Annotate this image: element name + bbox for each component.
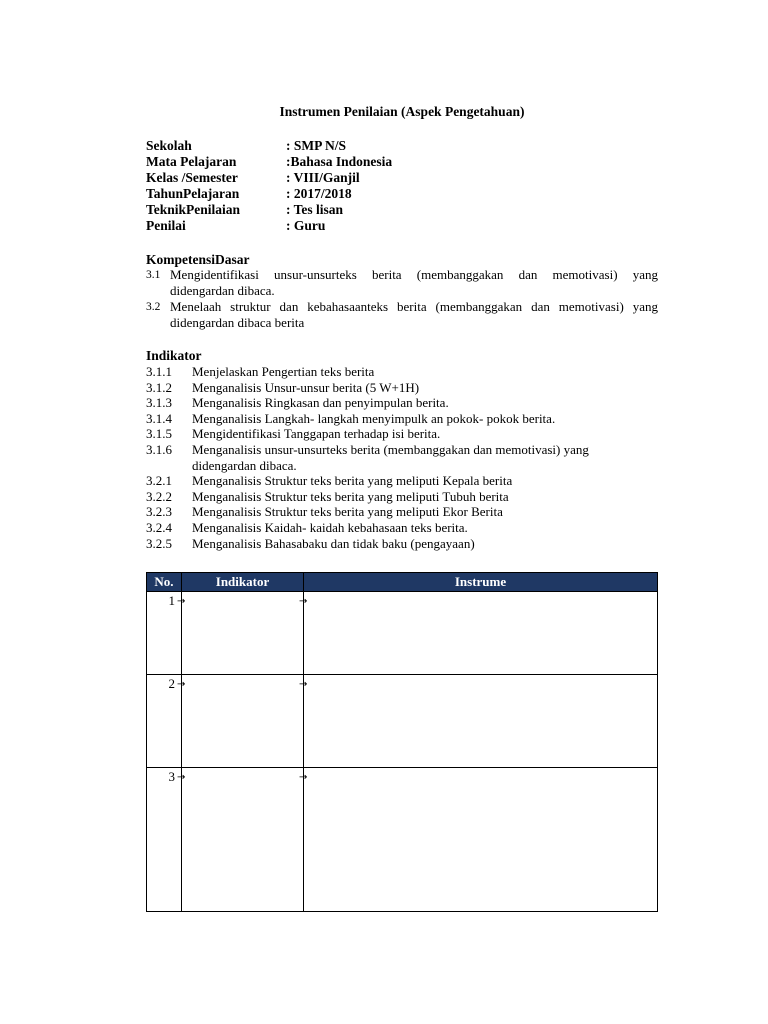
meta-label: Mata Pelajaran — [146, 154, 237, 169]
meta-row-year — [146, 186, 392, 202]
indikator-text: Menganalisis Struktur teks berita yang meliputi Kepala berita — [192, 473, 513, 489]
right-arrow-icon: → — [177, 772, 186, 783]
indikator-text-line: Menganalisis unsur-unsurteks berita (membanggakan dan memotivasi) yang — [192, 441, 589, 457]
indikator-number: 3.1.6 — [146, 441, 172, 457]
meta-value: : VIII/Ganjil — [286, 170, 360, 185]
row-number: 2 — [147, 675, 182, 768]
meta-row-class — [146, 170, 392, 186]
indikator-text: Menganalisis Struktur teks berita yang meliputi Ekor Berita — [192, 504, 503, 520]
indikator-number: 3.2.3 — [146, 504, 172, 520]
meta-label: Sekolah — [146, 138, 192, 153]
list-item — [146, 442, 658, 473]
indikator-number: 3.2.4 — [146, 519, 172, 535]
table-row — [147, 768, 658, 912]
list-item — [146, 395, 658, 411]
page-title: Instrumen Penilaian (Aspek Pengetahuan) — [279, 104, 525, 119]
meta-value: :Bahasa Indonesia — [286, 154, 393, 169]
instrument-table — [146, 572, 658, 912]
indikator-cell[interactable] — [177, 592, 304, 675]
indikator-text: Menjelaskan Pengertian teks berita — [192, 364, 375, 379]
list-item — [146, 411, 658, 427]
meta-row-assessor — [146, 218, 392, 234]
meta-value: : Guru — [286, 218, 326, 233]
indikator-text: Menganalisis Langkah- langkah menyimpulk an pokok- pokok berita. — [192, 410, 556, 426]
list-item — [146, 267, 658, 299]
instrumen-cell[interactable] — [299, 592, 658, 675]
indikator-text: Menganalisis Kaidah- kaidah kebahasaan teks berita. — [192, 519, 468, 535]
meta-label: TahunPelajaran — [146, 186, 240, 201]
indikator-number: 3.2.1 — [146, 473, 172, 489]
identity-block — [146, 138, 392, 234]
list-item — [146, 489, 658, 505]
indikator-number: 3.1.1 — [146, 364, 172, 379]
indikator-text: Menganalisis Struktur teks berita yang meliputi Tubuh berita — [192, 488, 509, 504]
indikator-number: 3.1.2 — [146, 379, 172, 395]
kd-text: Mengidentifikasi unsur-unsurteks berita (membanggakan dan memotivasi) yang — [170, 267, 658, 282]
kompetensi-list — [146, 267, 658, 331]
meta-value: : Tes lisan — [286, 202, 344, 217]
list-item — [146, 380, 658, 396]
table-row — [147, 675, 658, 768]
indikator-number: 3.1.4 — [146, 410, 172, 426]
kd-number: 3.1 — [146, 269, 161, 281]
indikator-text: Menganalisis Bahasabaku dan tidak baku (pengayaan) — [192, 535, 475, 551]
indikator-text: Menganalisis Unsur-unsur berita (5 W+1H) — [192, 379, 420, 395]
right-arrow-icon: → — [299, 596, 308, 607]
kd-text-continued: didengardan dibaca. — [170, 283, 275, 298]
meta-value: : SMP N/S — [286, 138, 347, 153]
list-item — [146, 299, 658, 331]
meta-row-technique — [146, 202, 392, 218]
list-item — [146, 426, 658, 442]
meta-value: : 2017/2018 — [286, 186, 352, 201]
indikator-number: 3.2.2 — [146, 488, 172, 504]
column-header-indikator: Indikator — [182, 573, 304, 592]
meta-row-school — [146, 138, 392, 154]
indikator-number: 3.2.5 — [146, 535, 172, 551]
right-arrow-icon: → — [177, 596, 186, 607]
indikator-text-continued: didengardan dibaca. — [192, 457, 297, 473]
kompetensi-heading: KompetensiDasar — [146, 252, 250, 267]
column-header-instrumen: Instrume — [304, 573, 658, 592]
kd-text-continued: didengardan dibaca berita — [170, 315, 305, 330]
row-number: 1 — [147, 592, 182, 675]
meta-row-subject — [146, 154, 392, 170]
meta-label: Kelas /Semester — [146, 170, 238, 185]
meta-label: Penilai — [146, 218, 186, 233]
indikator-list — [146, 364, 658, 551]
list-item — [146, 473, 658, 489]
right-arrow-icon: → — [299, 679, 308, 690]
indikator-text: Mengidentifikasi Tanggapan terhadap isi berita. — [192, 426, 441, 442]
instrumen-cell[interactable] — [299, 768, 658, 912]
meta-label: TeknikPenilaian — [146, 202, 241, 217]
indikator-cell[interactable] — [177, 768, 304, 912]
instrumen-cell[interactable] — [299, 675, 658, 768]
kd-number: 3.2 — [146, 301, 161, 313]
indikator-text — [192, 442, 658, 473]
indikator-cell[interactable] — [177, 675, 304, 768]
indikator-heading: Indikator — [146, 348, 202, 363]
list-item — [146, 504, 658, 520]
table-row — [147, 592, 658, 675]
row-number: 3 — [147, 768, 182, 912]
right-arrow-icon: → — [177, 679, 186, 690]
indikator-number: 3.1.3 — [146, 395, 172, 411]
table-header-row — [147, 573, 658, 592]
list-item — [146, 520, 658, 536]
list-item — [146, 536, 658, 552]
indikator-text: Menganalisis Ringkasan dan penyimpulan berita. — [192, 395, 449, 411]
list-item — [146, 364, 658, 380]
kd-text: Menelaah struktur dan kebahasaanteks berita (membanggakan dan memotivasi) yang — [170, 299, 658, 314]
right-arrow-icon: → — [299, 772, 308, 783]
column-header-no: No. — [147, 573, 182, 592]
indikator-number: 3.1.5 — [146, 426, 172, 442]
